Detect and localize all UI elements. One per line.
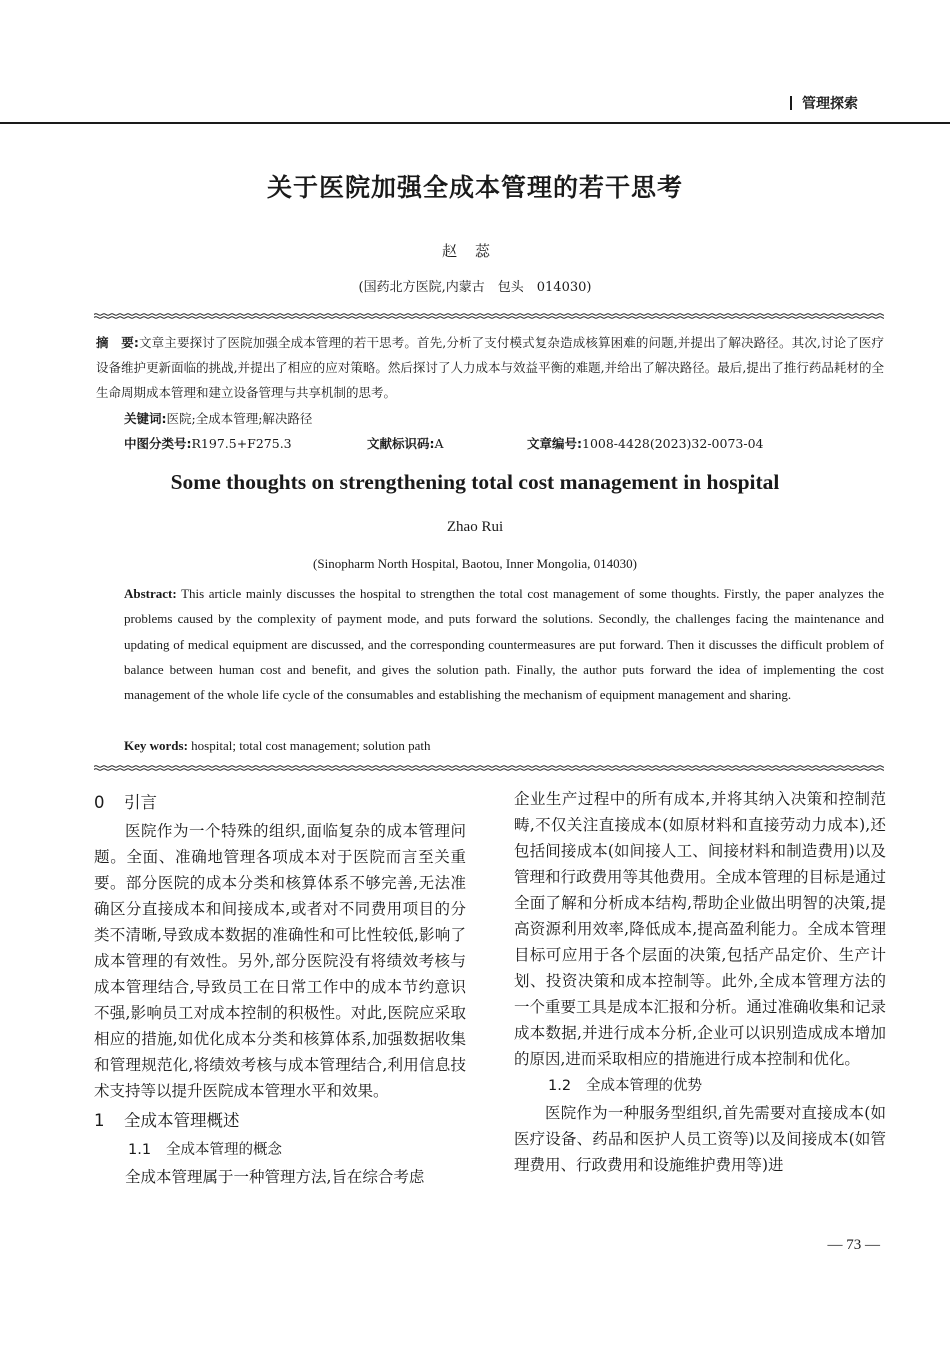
section-tag-bar [790, 96, 792, 110]
wavy-divider-top [94, 312, 884, 320]
body-column-left [94, 786, 466, 1190]
section-heading-introduction: 0 引言 [94, 793, 157, 812]
keywords-en-label: Key words: [124, 738, 188, 753]
paragraph: 医院作为一种服务型组织,首先需要对直接成本(如医疗设备、药品和医护人员工资等)以及间接成本(如管理费用、行政费用和设施维护费用等)进 [514, 1104, 886, 1174]
section-heading-overview: 1 全成本管理概述 [94, 1111, 240, 1130]
subsection-heading-concept: 1.1 全成本管理的概念 [128, 1142, 282, 1158]
keywords-cn-text: 医院;全成本管理;解决路径 [166, 411, 313, 426]
abstract-en-text: This article mainly discusses the hospital to strengthen the total cost management of some thoughts. Firstly, the paper analyzes the problems caused by the complexity of payment mode, and puts forward the solutions. Secondly, the challenges facing the maintenance and updating of medical equipment are discussed, and the corresponding countermeasures are put forward. Then it discusses the difficult problem of balance between human cost and benefit, and gives the solution path. Finally, the author puts forward the idea of implementing the cost management of the whole life cycle of the consumables and establishing the mechanism of equipment management and sharing. [124, 586, 884, 703]
wavy-line [94, 314, 884, 316]
wavy-line [94, 317, 884, 319]
title-cn: 关于医院加强全成本管理的若干思考 [266, 173, 683, 202]
keywords-en-text: hospital; total cost management; solution path [187, 738, 431, 753]
abstract-cn [96, 330, 884, 405]
abstract-cn-text: 文章主要探讨了医院加强全成本管理的若干思考。首先,分析了支付模式复杂造成核算困难的问题,并提出了解决路径。其次,讨论了医疗设备维护更新面临的挑战,并提出了相应的应对策略。然后探讨了人力成本与效益平衡的难题,并给出了解决路径。最后,提出了推行药品耗材的全生命周期成本管理和建立设备管理与共享机制的思考。 [96, 335, 884, 400]
paragraph: 医院作为一个特殊的组织,面临复杂的成本管理问题。全面、准确地管理各项成本对于医院而言至关重要。部分医院的成本分类和核算体系不够完善,无法准确区分直接成本和间接成本,或者对不同费用项目的分类不清晰,导致成本数据的准确性和可比性较低,影响了成本管理的有效性。另外,部分医院没有将绩效考核与成本管理结合,导致员工在日常工作中的成本节约意识不强,影响员工对成本控制的积极性。对此,医院应采取相应的措施,如优化成本分类和核算体系,加强数据收集和管理规范化,将绩效考核与成本管理结合,利用信息技术支持等以提升医院成本管理水平和效果。 [94, 822, 466, 1100]
title-en: Some thoughts on strengthening total cost management in hospital [170, 470, 780, 494]
affiliation-en: (Sinopharm North Hospital, Baotou, Inner Mongolia, 014030) [313, 556, 637, 571]
clc-number: 中图分类号:R197.5+F275.3 [124, 436, 292, 451]
abstract-en [124, 581, 884, 707]
subsection-heading-advantages: 1.2 全成本管理的优势 [548, 1078, 702, 1094]
keywords-cn [124, 406, 884, 431]
wavy-line [94, 766, 884, 768]
header-rule [0, 122, 950, 124]
document-code: 文献标识码:A [367, 436, 444, 451]
keywords-en [124, 733, 884, 758]
author-cn: 赵蕊 [441, 242, 508, 260]
abstract-en-label: Abstract: [124, 586, 177, 601]
paragraph: 全成本管理属于一种管理方法,旨在综合考虑 [125, 1168, 425, 1186]
abstract-cn-label: 摘 要: [96, 335, 139, 350]
page-number: — 73 — [827, 1237, 880, 1253]
wavy-line [94, 769, 884, 771]
paragraph: 企业生产过程中的所有成本,并将其纳入决策和控制范畴,不仅关注直接成本(如原材料和直接劳动力成本),还包括间接成本(如间接人工、间接材料和制造费用)以及管理和行政费用等其他费用。全成本管理的目标是通过全面了解和分析成本结构,帮助企业做出明智的决策,提高资源利用效率,降低成本,提高盈利能力。全成本管理目标可应用于各个层面的决策,包括产品定价、生产计划、投资决策和成本控制等。此外,全成本管理方法的一个重要工具是成本汇报和分析。通过准确收集和记录成本数据,并进行成本分析,企业可以识别造成成本增加的原因,进而采取相应的措施进行成本控制和优化。 [514, 790, 887, 1068]
article-number: 文章编号:1008-4428(2023)32-0073-04 [527, 436, 764, 451]
classification-line [124, 431, 884, 456]
body-column-right [514, 786, 886, 1178]
keywords-cn-label: 关键词: [124, 411, 167, 426]
author-en: Zhao Rui [446, 519, 504, 535]
affiliation-cn: (国药北方医院,内蒙古 包头 014030) [358, 280, 592, 295]
journal-section-tag [790, 93, 910, 113]
wavy-divider-bottom [94, 764, 884, 772]
section-tag-label: 管理探索 [802, 96, 858, 112]
